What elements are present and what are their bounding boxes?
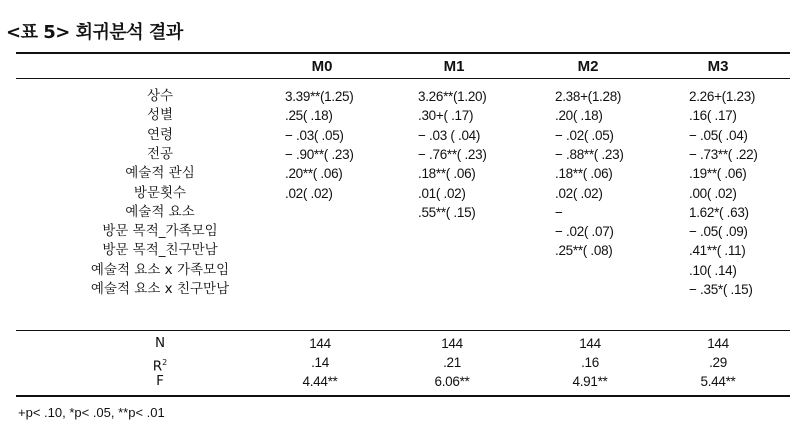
table-top-rule bbox=[16, 52, 790, 54]
row-label: 연령 bbox=[146, 126, 174, 143]
cell-m2: − .02( .05) bbox=[555, 127, 614, 143]
stats-rule bbox=[16, 330, 790, 331]
cell-m3: − .05( .04) bbox=[689, 127, 748, 143]
column-header-m2: M2 bbox=[577, 58, 599, 75]
table-row bbox=[0, 145, 796, 164]
stat-cell-m2: 4.91** bbox=[572, 374, 608, 389]
row-label: 방문횟수 bbox=[133, 184, 187, 201]
cell-m1: 3.26**(1.20) bbox=[418, 89, 487, 104]
cell-m3: 2.26+(1.23) bbox=[689, 89, 756, 104]
row-label: 예술적 요소 x 친구만남 bbox=[90, 281, 230, 297]
header-rule bbox=[16, 78, 790, 79]
table-row bbox=[0, 87, 796, 106]
stat-label-superscript: 2 bbox=[162, 358, 168, 367]
cell-m2: 2.38+(1.28) bbox=[555, 89, 622, 104]
stat-cell-m1: 6.06** bbox=[434, 374, 470, 389]
cell-m1: − .76**( .23) bbox=[418, 146, 487, 162]
table-title: <표 5> 회귀분석 결과 bbox=[6, 22, 183, 43]
stat-label-text: R bbox=[152, 358, 163, 375]
row-label: 예술적 요소 bbox=[125, 203, 195, 220]
stat-cell-m3: 144 bbox=[707, 336, 729, 351]
stat-cell-m0: 4.44** bbox=[302, 374, 338, 389]
stat-cell-m1: .21 bbox=[443, 355, 461, 370]
stat-cell-m3: .29 bbox=[709, 355, 727, 370]
cell-m2: − .88**( .23) bbox=[555, 146, 624, 162]
row-label: 성별 bbox=[146, 107, 174, 124]
cell-m2: − .02( .07) bbox=[555, 224, 614, 240]
table-row bbox=[0, 184, 796, 203]
cell-m1: .18**( .06) bbox=[418, 166, 476, 182]
row-label: 방문 목적_가족모임 bbox=[102, 223, 218, 240]
column-header-m0: M0 bbox=[311, 58, 333, 75]
stat-label bbox=[40, 372, 280, 391]
cell-m0: .02( .02) bbox=[285, 185, 333, 201]
stat-row bbox=[0, 334, 796, 353]
row-label: 전공 bbox=[146, 145, 174, 162]
stat-cell-m0: 144 bbox=[309, 336, 331, 351]
row-label: 상수 bbox=[146, 88, 174, 104]
cell-m3: − .05( .09) bbox=[689, 224, 748, 240]
stat-cell-m2: 144 bbox=[579, 336, 601, 351]
stat-row bbox=[0, 372, 796, 391]
significance-note: +p< .10, *p< .05, **p< .01 bbox=[18, 405, 165, 420]
table-row bbox=[0, 222, 796, 241]
cell-m3: − .73**( .22) bbox=[689, 146, 758, 162]
table-row bbox=[0, 280, 796, 299]
cell-m2: .18**( .06) bbox=[555, 166, 613, 182]
stat-cell-m0: .14 bbox=[311, 355, 329, 370]
stat-label-text: F bbox=[156, 373, 164, 389]
cell-m0: − .03( .05) bbox=[285, 127, 344, 143]
column-header-m1: M1 bbox=[443, 58, 465, 75]
cell-m3: 1.62*( .63) bbox=[689, 204, 749, 220]
table-row bbox=[0, 126, 796, 145]
cell-m1: .01( .02) bbox=[418, 185, 466, 201]
cell-m3: .10( .14) bbox=[689, 262, 737, 278]
table-row bbox=[0, 203, 796, 222]
cell-m0: .20**( .06) bbox=[285, 166, 343, 182]
cell-m2: − bbox=[555, 204, 563, 220]
cell-m0: .25( .18) bbox=[285, 108, 333, 124]
stat-label bbox=[40, 334, 280, 353]
cell-m2: .02( .02) bbox=[555, 185, 603, 201]
stat-cell-m3: 5.44** bbox=[700, 374, 736, 389]
cell-m3: .19**( .06) bbox=[689, 166, 747, 182]
stat-label-text: N bbox=[154, 335, 166, 351]
stat-row bbox=[0, 353, 796, 375]
cell-m3: .00( .02) bbox=[689, 185, 737, 201]
table-row bbox=[0, 241, 796, 260]
cell-m3: .16( .17) bbox=[689, 108, 737, 124]
cell-m0: 3.39**(1.25) bbox=[285, 89, 354, 104]
cell-m2: .25**( .08) bbox=[555, 243, 613, 259]
cell-m1: .55**( .15) bbox=[418, 204, 476, 220]
table-row bbox=[0, 261, 796, 280]
cell-m0: − .90**( .23) bbox=[285, 146, 354, 162]
cell-m3: .41**( .11) bbox=[689, 243, 746, 259]
cell-m1: − .03 ( .04) bbox=[418, 127, 481, 143]
row-label: 방문 목적_친구만남 bbox=[102, 242, 218, 259]
table-row bbox=[0, 164, 796, 183]
table-bottom-rule bbox=[16, 395, 790, 397]
table-row bbox=[0, 106, 796, 125]
stat-cell-m1: 144 bbox=[441, 336, 463, 351]
cell-m1: .30+( .17) bbox=[418, 108, 474, 124]
cell-m2: .20( .18) bbox=[555, 108, 603, 124]
row-label: 예술적 관심 bbox=[125, 165, 195, 182]
cell-m3: − .35*( .15) bbox=[689, 282, 753, 297]
row-label: 예술적 요소 x 가족모임 bbox=[90, 261, 230, 278]
column-header-m3: M3 bbox=[707, 58, 729, 75]
stat-cell-m2: .16 bbox=[581, 355, 599, 370]
